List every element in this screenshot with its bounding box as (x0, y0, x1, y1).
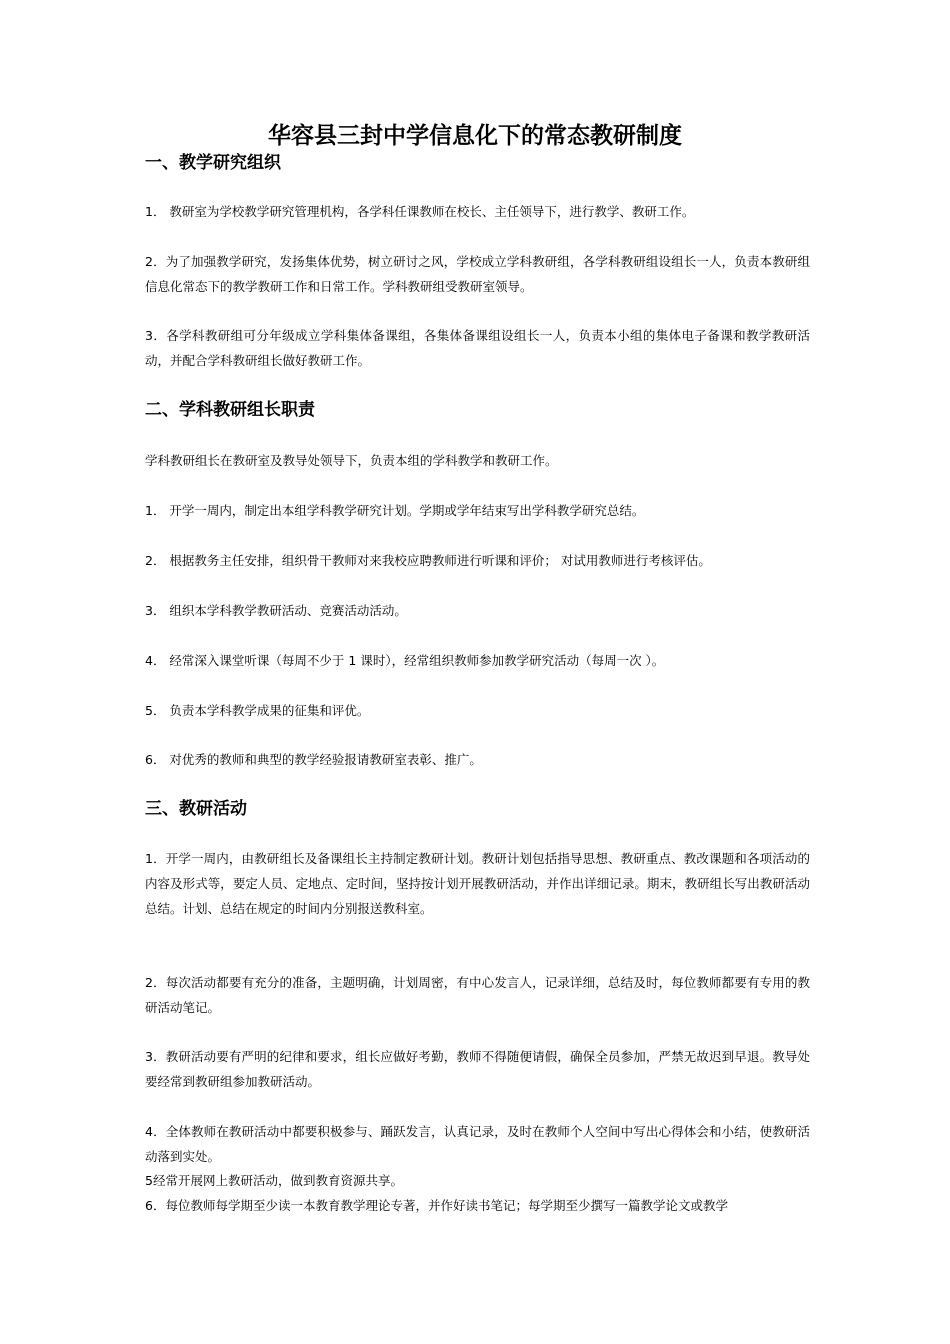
section-2-item-1: 1． 开学一周内，制定出本组学科教学研究计划。学期或学年结束写出学科教学研究总结。 (145, 503, 645, 518)
section-3-item-3: 3．教研活动要有严明的纪律和要求，组长应做好考勤，教师不得随便请假，确保全员参加，严禁无故迟到早退。教导处要经常到教研组参加教研活动。 (145, 1049, 810, 1089)
section-2-item-5: 5． 负责本学科教学成果的征集和评优。 (145, 703, 370, 718)
section-2-item-2: 2． 根据教务主任安排，组织骨干教师对来我校应聘教师进行听课和评价； 对试用教师进行考核评估。 (145, 553, 711, 568)
section-1-heading: 一、教学研究组织 (145, 153, 281, 173)
section-3-item-1: 1．开学一周内，由教研组长及备课组长主持制定教研计划。教研计划包括指导思想、教研重点、教改课题和各项活动的内容及形式等，要定人员、定地点、定时间，坚持按计划开展教研活动，并作出详细记录。期末，教研组长写出教研活动总结。计划、总结在规定的时间内分别报送教科室。 (145, 851, 810, 916)
section-3-item-4: 4．全体教师在教研活动中都要积极参与、踊跃发言，认真记录，及时在教师个人空间中写出心得体会和小结，使教研活动落到实处。 (145, 1124, 810, 1164)
document-title: 华容县三封中学信息化下的常态教研制度 (268, 123, 682, 149)
section-3-item-6: 6．每位教师每学期至少读一本教育教学理论专著，并作好读书笔记；每学期至少撰写一篇教学论文或教学 (145, 1198, 728, 1213)
section-1-paragraph-3: 3．各学科教研组可分年级成立学科集体备课组，各集体备课组设组长一人，负责本小组的集体电子备课和教学教研活动，并配合学科教研组长做好教研工作。 (145, 328, 810, 368)
section-2-item-3: 3． 组织本学科教学教研活动、竞赛活动活动。 (145, 603, 407, 618)
section-2-intro: 学科教研组长在教研室及教导处领导下，负责本组的学科教学和教研工作。 (145, 453, 558, 468)
section-1-paragraph-2: 2．为了加强教学研究，发扬集体优势，树立研讨之风，学校成立学科教研组，各学科教研组设组长一人，负责本教研组信息化常态下的教学教研工作和日常工作。学科教研组受教研室领导。 (145, 254, 810, 294)
section-2-item-6: 6． 对优秀的教师和典型的教学经验报请教研室表彰、推广。 (145, 752, 482, 767)
section-2-item-4: 4． 经常深入课堂听课（每周不少于 1 课时），经常组织教师参加教学研究活动（每周一次 ）。 (145, 653, 665, 668)
section-1-paragraph-1: 1． 教研室为学校教学研究管理机构，各学科任课教师在校长、主任领导下，进行教学、教研工作。 (145, 204, 695, 219)
section-3-heading: 三、教研活动 (145, 799, 247, 819)
section-3-item-5: 5经常开展网上教研活动，做到教育资源共享。 (145, 1173, 403, 1188)
section-2-heading: 二、学科教研组长职责 (145, 400, 315, 420)
section-3-item-2: 2．每次活动都要有充分的准备，主题明确，计划周密，有中心发言人，记录详细，总结及时，每位教师都要有专用的教研活动笔记。 (145, 975, 810, 1015)
